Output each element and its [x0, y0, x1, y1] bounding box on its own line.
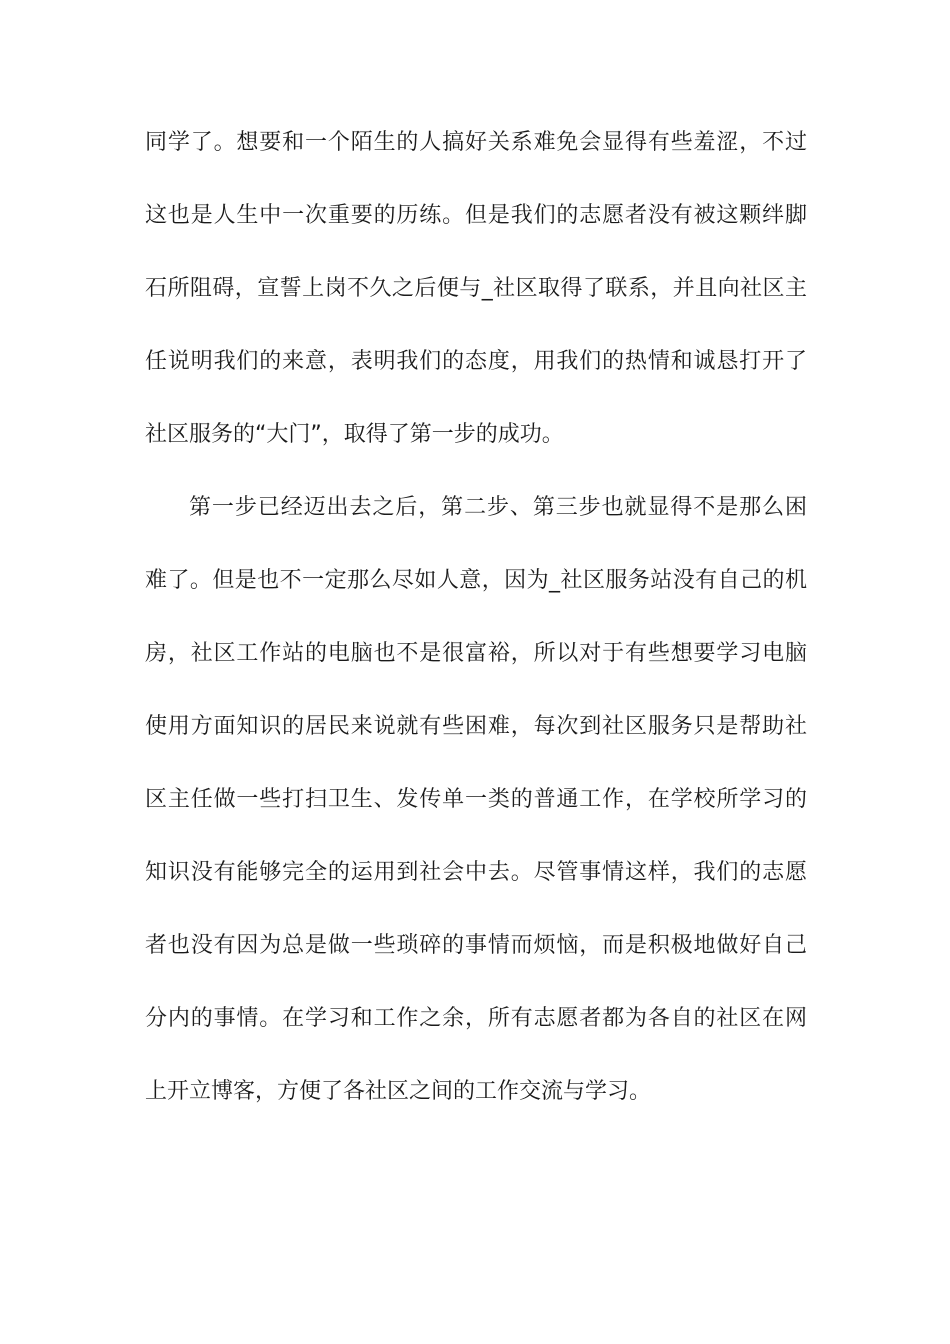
text-line: 者也没有因为总是做一些琐碎的事情而烦恼，而是积极地做好自己: [145, 933, 807, 958]
text-line: 石所阻碍，宣誓上岗不久之后便与_社区取得了联系，并且向社区主: [145, 276, 807, 301]
text-line: 同学了。想要和一个陌生的人搞好关系难免会显得有些羞涩，不过: [145, 130, 807, 155]
text-line: 难了。但是也不一定那么尽如人意，因为_社区服务站没有自己的机: [145, 568, 807, 593]
text-line: 区主任做一些打扫卫生、发传单一类的普通工作，在学校所学习的: [145, 787, 807, 812]
text-line: 使用方面知识的居民来说就有些困难，每次到社区服务只是帮助社: [145, 714, 807, 739]
text-line: 上开立博客，方便了各社区之间的工作交流与学习。: [145, 1079, 652, 1104]
paragraph-2: [145, 493, 807, 1150]
text-line: 房，社区工作站的电脑也不是很富裕，所以对于有些想要学习电脑: [145, 641, 807, 666]
text-line: 这也是人生中一次重要的历练。但是我们的志愿者没有被这颗绊脚: [145, 203, 807, 228]
text-line: 社区服务的“大门”，取得了第一步的成功。: [145, 422, 564, 447]
text-line: 分内的事情。在学习和工作之余，所有志愿者都为各自的社区在网: [145, 1006, 807, 1031]
paragraph-1: [145, 128, 807, 493]
document-body: [145, 128, 807, 1150]
text-line: 知识没有能够完全的运用到社会中去。尽管事情这样，我们的志愿: [145, 860, 807, 885]
text-line: 第一步已经迈出去之后，第二步、第三步也就显得不是那么困: [189, 495, 807, 520]
text-line: 任说明我们的来意，表明我们的态度，用我们的热情和诚恳打开了: [145, 349, 807, 374]
